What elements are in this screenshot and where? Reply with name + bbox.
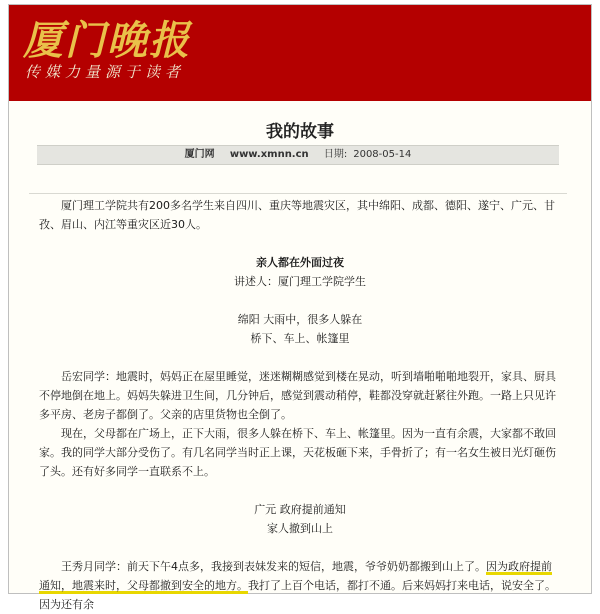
section2-subheading-line1: 绵阳 大雨中，很多人躲在 (237, 313, 363, 326)
masthead (9, 5, 591, 101)
paragraph-4-text-a: 王秀月同学：前天下午4点多，我接到表妹发来的短信，地震，爷爷奶奶都搬到山上了。 (61, 560, 486, 573)
page-frame (8, 4, 592, 611)
article (9, 101, 591, 611)
divider (29, 193, 567, 194)
section1-narrator: 讲述人：厦门理工学院学生 (234, 275, 366, 288)
paragraph-3: 我的同学大部分受伤了。有几名同学当时正上课，天花板砸下来，手骨折了；有一名女生被日光灯砸伤了头。还有好多同学一直联系不上。 (39, 446, 556, 478)
highlighted-text-2: 地震来时，父母都撤到安全的地方。 (72, 579, 248, 592)
article-source: 厦门网 (184, 149, 215, 160)
newspaper-logo-title: 厦门晚报 (23, 17, 191, 64)
article-headline: 我的故事 (266, 122, 334, 142)
newspaper-slogan: 传媒力量源于读者 (25, 63, 186, 81)
highlighted-text-1: 因为政府提前通知， (39, 560, 552, 592)
intro-paragraph: 厦门理工学院共有200多名学生来自四川、重庆等地震灾区，其中绵阳、成都、德阳、遂宁、广元、甘孜、眉山、内江等重灾区近30人。 (39, 199, 555, 231)
section3-subheading-line2: 家人撤到山上 (267, 522, 333, 535)
article-date-label: 日期: (323, 149, 348, 160)
section2-subheading-line2: 桥下、车上、帐篷里 (250, 332, 350, 345)
paragraph-2: 现在，父母都在广场上，正下大雨，很多人躲在桥下、车上、帐篷里。因为一直有余震，大家都不敢回家。 (39, 427, 556, 459)
paragraph-4 (39, 557, 561, 614)
paragraph-1: 岳宏同学：地震时，妈妈正在屋里睡觉，迷迷糊糊感觉到楼在晃动，听到墙啪啪啪地裂开，家具、厨具不停地倒在地上。妈妈失躲进卫生间，几分钟后，感觉到震动稍停，鞋都没穿就赶紧往外跑。一路上只见许多平房、老房子都倒了。父亲的店里货物也全倒了。 (39, 370, 556, 421)
article-meta-bar (37, 145, 559, 165)
article-date: 2008-05-14 (353, 149, 412, 160)
article-url: www.xmnn.cn (229, 149, 309, 160)
section1-heading: 亲人都在外面过夜 (256, 256, 344, 269)
section3-subheading-line1: 广元 政府提前通知 (254, 503, 346, 516)
paragraph-4-text-b: 我打了上百个电话，都打不通。后来妈妈打来电话，说安全了。因为还有余 (39, 579, 556, 611)
